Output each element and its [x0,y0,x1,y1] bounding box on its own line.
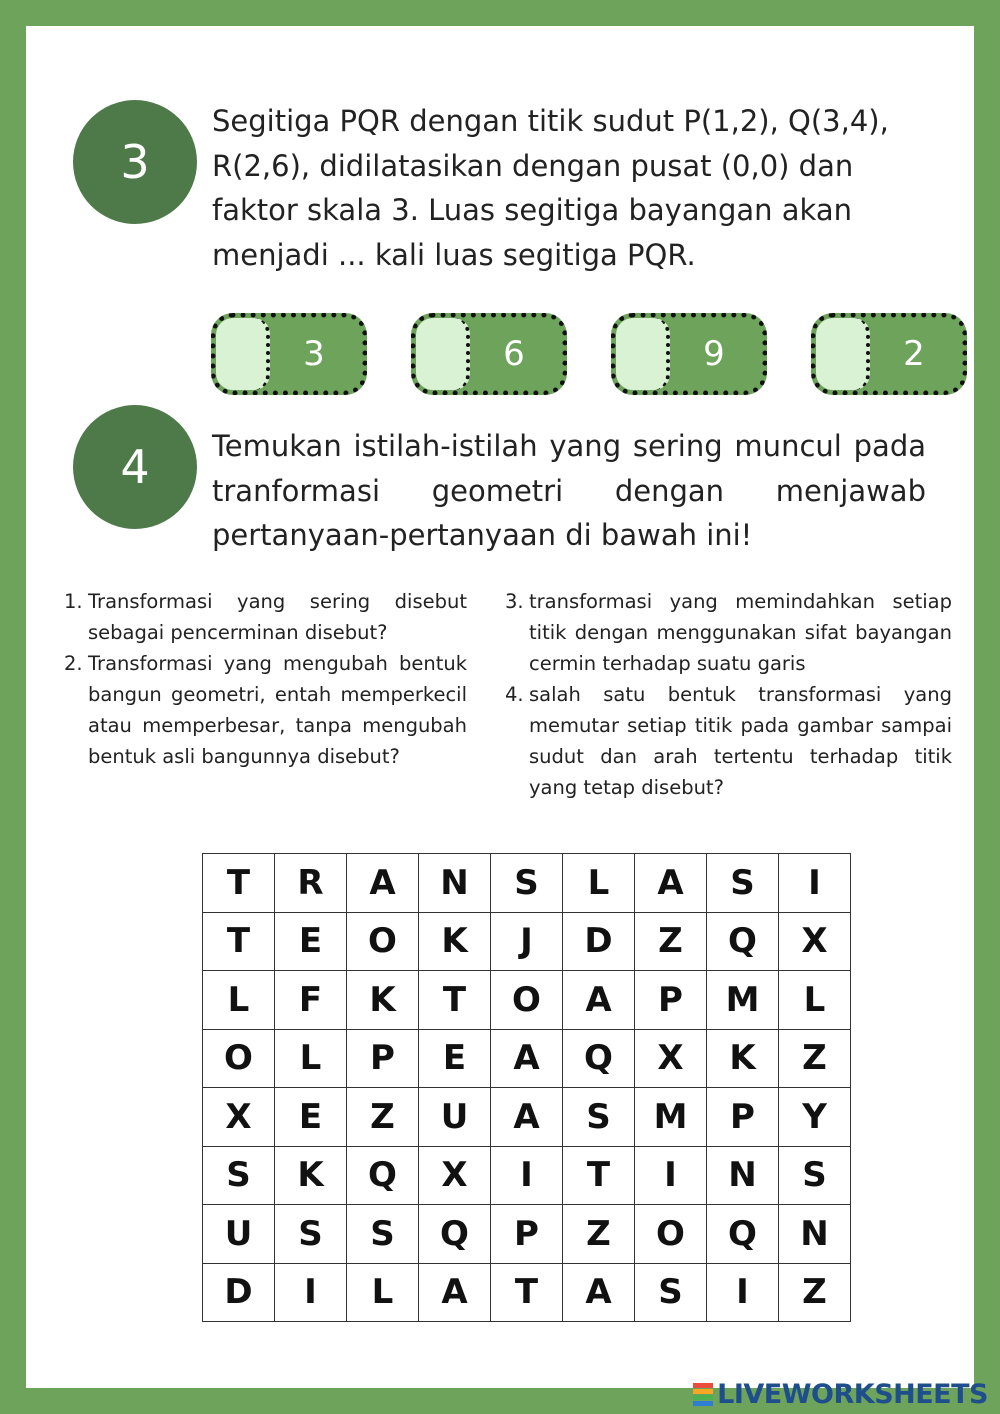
grid-cell[interactable]: M [635,1088,707,1147]
clue-text: transformasi yang memindahkan setiap titik dengan menggunakan sifat bayangan cermin terhadap suatu garis [529,590,952,675]
option-value: 6 [503,334,525,374]
clue-item [505,679,952,803]
grid-cell[interactable]: A [635,854,707,913]
grid-cell[interactable]: Z [779,1029,851,1088]
question-3-line: faktor skala 3. Luas segitiga bayangan akan [212,193,852,227]
clue-number: 3. [505,590,524,613]
grid-cell[interactable]: Q [563,1029,635,1088]
grid-cell[interactable]: T [203,854,275,913]
grid-cell[interactable]: X [779,912,851,971]
grid-cell[interactable]: U [203,1205,275,1264]
grid-cell[interactable]: A [491,1088,563,1147]
clue-list-right [505,586,952,803]
question-3-line: Segitiga PQR dengan titik sudut P(1,2), Q(3,4), [212,104,889,138]
grid-cell[interactable]: S [707,854,779,913]
grid-row [203,854,851,913]
option-value: 2 [903,334,925,374]
grid-cell[interactable]: K [347,971,419,1030]
grid-cell[interactable]: Q [347,1146,419,1205]
grid-cell[interactable]: N [419,854,491,913]
question-4-number: 4 [120,440,150,494]
grid-cell[interactable]: J [491,912,563,971]
grid-cell[interactable]: O [491,971,563,1030]
grid-cell[interactable]: Y [779,1088,851,1147]
grid-cell[interactable]: L [779,971,851,1030]
grid-cell[interactable]: F [275,971,347,1030]
grid-row [203,1263,851,1322]
answer-option-2[interactable] [411,313,567,395]
question-3-line: menjadi ... kali luas segitiga PQR. [212,237,696,272]
grid-cell[interactable]: O [347,912,419,971]
grid-cell[interactable]: E [419,1029,491,1088]
grid-cell[interactable]: P [491,1205,563,1264]
grid-cell[interactable]: A [347,854,419,913]
grid-cell[interactable]: Z [347,1088,419,1147]
grid-cell[interactable]: E [275,1088,347,1147]
grid-cell[interactable]: K [419,912,491,971]
grid-cell[interactable]: U [419,1088,491,1147]
grid-cell[interactable]: L [203,971,275,1030]
option-selector-knob[interactable] [416,318,470,390]
grid-row [203,1205,851,1264]
grid-row [203,1029,851,1088]
grid-row [203,971,851,1030]
grid-cell[interactable]: Q [707,1205,779,1264]
grid-cell[interactable]: N [707,1146,779,1205]
grid-row [203,1088,851,1147]
grid-cell[interactable]: Z [635,912,707,971]
question-3-number: 3 [120,135,150,189]
clue-text: Transformasi yang sering disebut sebagai pencerminan disebut? [88,590,467,644]
liveworksheets-brand [693,1379,988,1410]
grid-cell[interactable]: T [419,971,491,1030]
clue-text: Transformasi yang mengubah bentuk bangun geometri, entah memperkecil atau memperbesar, tanpa mengubah bentuk asli bangunnya disebut? [88,652,467,768]
grid-cell[interactable]: A [419,1263,491,1322]
grid-cell[interactable]: P [347,1029,419,1088]
clue-number: 1. [64,590,83,613]
clue-number: 2. [64,652,83,675]
grid-row [203,1146,851,1205]
grid-cell[interactable]: S [275,1205,347,1264]
grid-cell[interactable]: Q [419,1205,491,1264]
clue-item [64,648,467,772]
grid-cell[interactable]: S [203,1146,275,1205]
grid-cell[interactable]: D [563,912,635,971]
grid-cell[interactable]: L [275,1029,347,1088]
grid-cell[interactable]: I [779,854,851,913]
grid-cell[interactable]: S [347,1205,419,1264]
grid-cell[interactable]: A [563,971,635,1030]
grid-cell[interactable]: N [779,1205,851,1264]
grid-cell[interactable]: Q [707,912,779,971]
grid-cell[interactable]: A [491,1029,563,1088]
liveworksheets-logo-icon [693,1383,713,1407]
question-3-text [212,99,932,277]
question-4-number-badge [73,405,197,529]
option-selector-knob[interactable] [816,318,870,390]
grid-cell[interactable]: O [203,1029,275,1088]
grid-cell[interactable]: D [203,1263,275,1322]
option-selector-knob[interactable] [616,318,670,390]
grid-cell[interactable]: X [203,1088,275,1147]
grid-cell[interactable]: A [563,1263,635,1322]
grid-cell[interactable]: K [275,1146,347,1205]
clue-item [64,586,467,648]
question-4-text: Temukan istilah-istilah yang sering muncul pada tranformasi geometri dengan menjawab pertanyaan-pertanyaan di bawah ini! [212,429,926,552]
grid-cell[interactable]: O [635,1205,707,1264]
grid-cell[interactable]: S [779,1146,851,1205]
grid-cell[interactable]: I [635,1146,707,1205]
grid-cell[interactable]: I [707,1263,779,1322]
clue-text: salah satu bentuk transformasi yang memutar setiap titik pada gambar sampai sudut dan arah tertentu terhadap titik yang tetap disebut? [529,683,952,799]
clue-list-left [64,586,467,772]
grid-cell[interactable]: S [491,854,563,913]
grid-cell[interactable]: K [707,1029,779,1088]
grid-cell[interactable]: P [707,1088,779,1147]
option-selector-knob[interactable] [216,318,270,390]
grid-cell[interactable]: L [347,1263,419,1322]
option-value: 9 [703,334,725,374]
answer-option-3[interactable] [611,313,767,395]
grid-cell[interactable]: T [203,912,275,971]
grid-cell[interactable]: I [275,1263,347,1322]
brand-name: LIVEWORKSHEETS [717,1379,988,1410]
clue-number: 4. [505,683,524,706]
grid-cell[interactable]: S [563,1088,635,1147]
grid-cell[interactable]: X [635,1029,707,1088]
grid-row [203,912,851,971]
option-value: 3 [303,334,325,374]
grid-cell[interactable]: P [635,971,707,1030]
grid-cell[interactable]: I [491,1146,563,1205]
clue-item [505,586,952,679]
grid-cell[interactable]: M [707,971,779,1030]
grid-cell[interactable]: E [275,912,347,971]
grid-cell[interactable]: S [635,1263,707,1322]
grid-cell[interactable]: T [563,1146,635,1205]
word-search-grid [202,853,851,1322]
answer-option-1[interactable] [211,313,367,395]
grid-cell[interactable]: Z [779,1263,851,1322]
answer-option-4[interactable] [811,313,967,395]
question-3-number-badge [73,100,197,224]
grid-cell[interactable]: Z [563,1205,635,1264]
grid-cell[interactable]: T [491,1263,563,1322]
grid-cell[interactable]: R [275,854,347,913]
question-3-line: R(2,6), didilatasikan dengan pusat (0,0) dan [212,148,854,183]
grid-cell[interactable]: L [563,854,635,913]
grid-cell[interactable]: X [419,1146,491,1205]
